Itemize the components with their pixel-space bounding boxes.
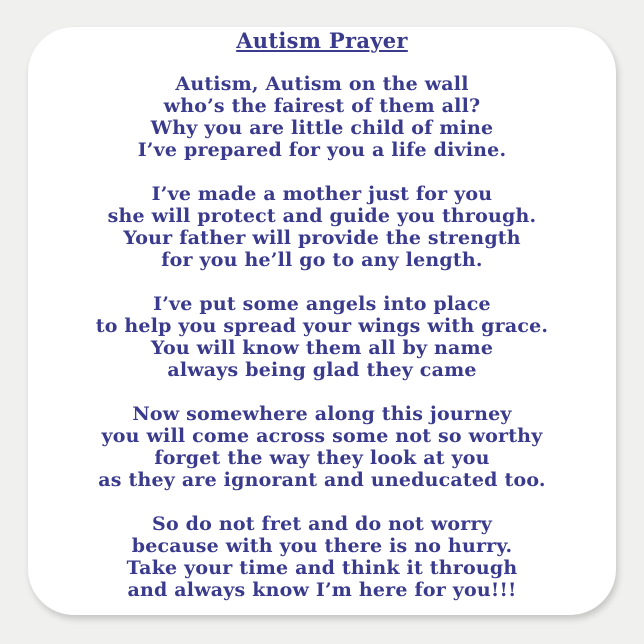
poem-line: I’ve prepared for you a life divine. — [137, 139, 507, 161]
poem-stanza-3 — [28, 293, 616, 381]
poem-line: I’ve put some angels into place — [153, 293, 491, 315]
poem-stanza-2 — [28, 183, 616, 271]
poem-line: Why you are little child of mine — [150, 117, 494, 139]
poem-line: forget the way they look at you — [154, 447, 490, 469]
poem-stanza-5 — [28, 513, 616, 601]
poem-title: Autism Prayer — [236, 28, 408, 53]
square-sticker — [28, 27, 616, 615]
poem-line: for you he’ll go to any length. — [161, 249, 483, 271]
poem-line: as they are ignorant and uneducated too. — [98, 469, 546, 491]
poem-line: Take your time and think it through — [126, 557, 518, 579]
poem-line: and always know I’m here for you!!! — [127, 579, 517, 601]
poem-line: you will come across some not so worthy — [101, 425, 543, 447]
poem-line: I’ve made a mother just for you — [151, 183, 493, 205]
poem-line: Autism, Autism on the wall — [175, 73, 469, 95]
poem-line: You will know them all by name — [150, 337, 494, 359]
poem-line: because with you there is no hurry. — [131, 535, 513, 557]
poem-line: who’s the fairest of them all? — [163, 95, 481, 117]
poem-line: So do not fret and do not worry — [152, 513, 492, 535]
poem-stanza-4 — [28, 403, 616, 491]
poem-line: she will protect and guide you through. — [107, 205, 537, 227]
poem-line: Now somewhere along this journey — [132, 403, 512, 425]
poem-line: Your father will provide the strength — [123, 227, 521, 249]
poem — [28, 29, 616, 623]
poem-line: always being glad they came — [167, 359, 477, 381]
poem-line: to help you spread your wings with grace. — [95, 315, 549, 337]
poem-stanza-1 — [28, 73, 616, 161]
